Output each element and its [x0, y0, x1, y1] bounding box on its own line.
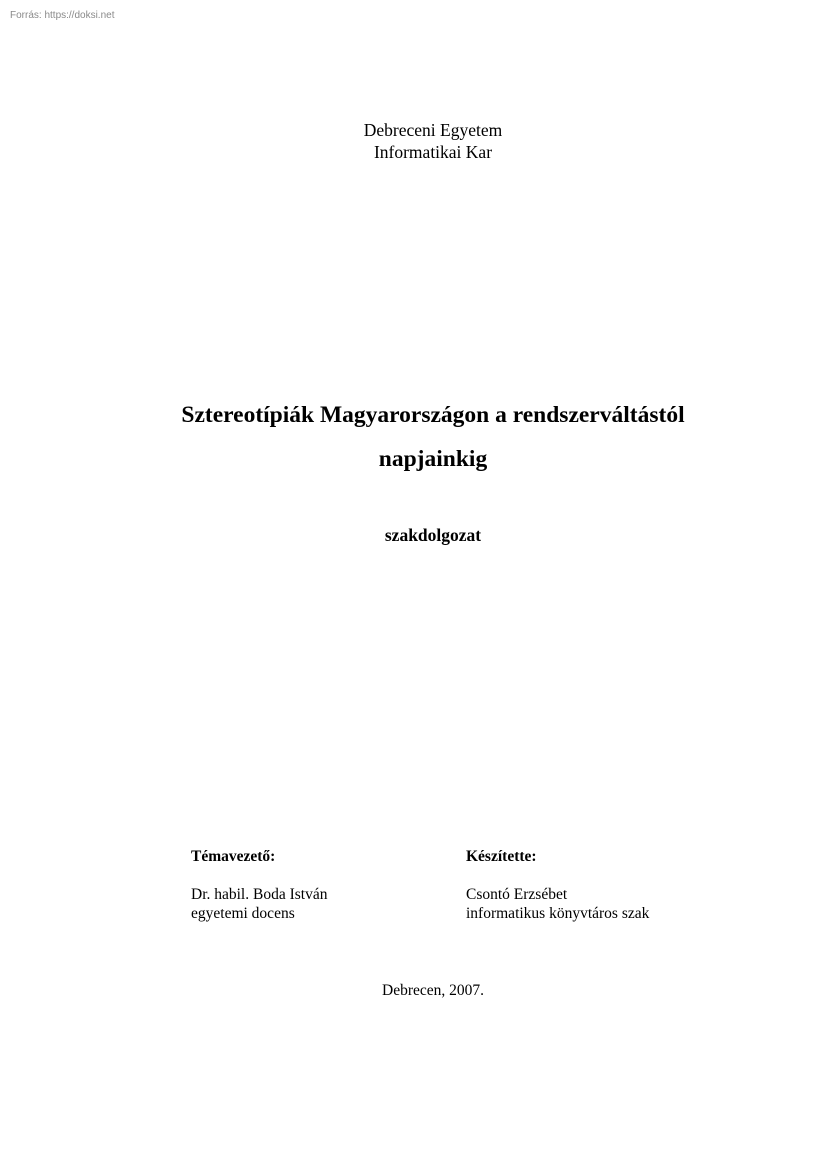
- thesis-title-line-1: Sztereotípiák Magyarországon a rendszerváltástól: [181, 402, 685, 428]
- author-name: Csontó Erzsébet: [466, 886, 568, 903]
- faculty-name: Informatikai Kar: [373, 142, 493, 162]
- institution-block: [0, 119, 827, 163]
- source-note: Forrás: https://doksi.net: [10, 10, 115, 21]
- author-program: informatikus könyvtáros szak: [466, 905, 650, 922]
- supervisor-name: Dr. habil. Boda István: [191, 886, 328, 903]
- thesis-title-line-2: napjainkig: [378, 446, 488, 472]
- author-label: Készítette:: [466, 848, 537, 865]
- document-type: szakdolgozat: [384, 525, 482, 545]
- author-block: [466, 847, 649, 923]
- university-name: Debreceni Egyetem: [363, 120, 503, 140]
- supervisor-position: egyetemi docens: [191, 905, 295, 922]
- supervisor-block: [191, 847, 327, 923]
- supervisor-label: Témavezető:: [191, 848, 276, 865]
- thesis-title: [0, 393, 827, 481]
- place-and-date: Debrecen, 2007.: [382, 982, 484, 999]
